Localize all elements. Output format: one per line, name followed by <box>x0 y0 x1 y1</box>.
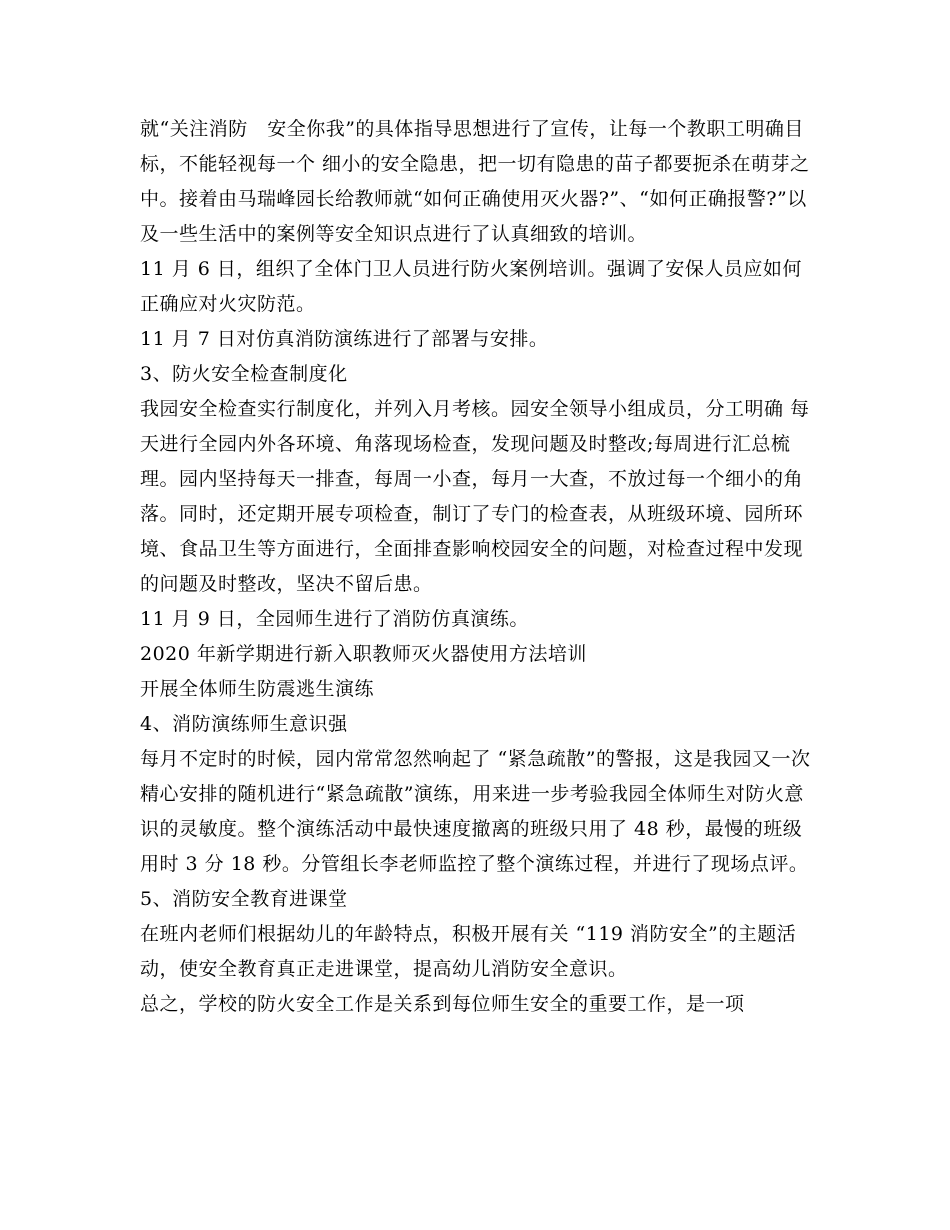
paragraph-nov-9: 11 月 9 日，全园师生进行了消防仿真演练。 <box>140 608 529 630</box>
paragraph-classroom: 在班内老师们根据幼儿的年龄特点，积极开展有关 “119 消防安全”的主题活动，使安全教育真正走进课堂，提高幼儿消防安全意识。 <box>140 923 797 980</box>
paragraph-evacuation: 每月不定时的时候，园内常常忽然响起了 “紧急疏散”的警报，这是我园又一次精心安排的随机进行“紧急疏散”演练，用来进一步考验我园全体师生对防火意识的灵敏度。整个演练活动中最快速度撤离的班级只用了 48 秒，最慢的班级用时 3 分 18 秒。分管组长李老师监控了整个演练过程，并进行了现场点评。 <box>140 748 811 875</box>
section-heading-4: 4、消防演练师生意识强 <box>140 713 348 735</box>
paragraph-nov-6: 11 月 6 日，组织了全体门卫人员进行防火案例培训。强调了安保人员应如何正确应对火灾防范。 <box>140 258 802 315</box>
document-body <box>140 112 815 1022</box>
paragraph-nov-7: 11 月 7 日对仿真消防演练进行了部署与安排。 <box>140 328 549 350</box>
section-heading-5: 5、消防安全教育进课堂 <box>140 888 348 910</box>
paragraph-publicity: 就“关注消防 安全你我”的具体指导思想进行了宣传，让每一个教职工明确目标，不能轻视每一个 细小的安全隐患，把一切有隐患的苗子都要扼杀在萌芽之中。接着由马瑞峰园长给教师就“如何正确使用灭火器?”、“如何正确报警?”以及一些生活中的案例等安全知识点进行了认真细致的培训。 <box>140 118 810 245</box>
paragraph-earthquake-drill: 开展全体师生防震逃生演练 <box>140 678 375 700</box>
paragraph-inspection: 我园安全检查实行制度化，并列入月考核。园安全领导小组成员，分工明确 每天进行全园内外各环境、角落现场检查，发现问题及时整改;每周进行汇总梳理。园内坚持每天一排查，每周一小查，每月一大查，不放过每一个细小的角落。同时，还定期开展专项检查，制订了专门的检查表，从班级环境、园所环境、食品卫生等方面进行，全面排查影响校园安全的问题，对检查过程中发现的问题及时整改，坚决不留后患。 <box>140 398 810 595</box>
paragraph-summary: 总之，学校的防火安全工作是关系到每位师生安全的重要工作，是一项 <box>140 993 745 1015</box>
paragraph-2020-training: 2020 年新学期进行新入职教师灭火器使用方法培训 <box>140 643 587 665</box>
section-heading-3: 3、防火安全检查制度化 <box>140 363 348 385</box>
